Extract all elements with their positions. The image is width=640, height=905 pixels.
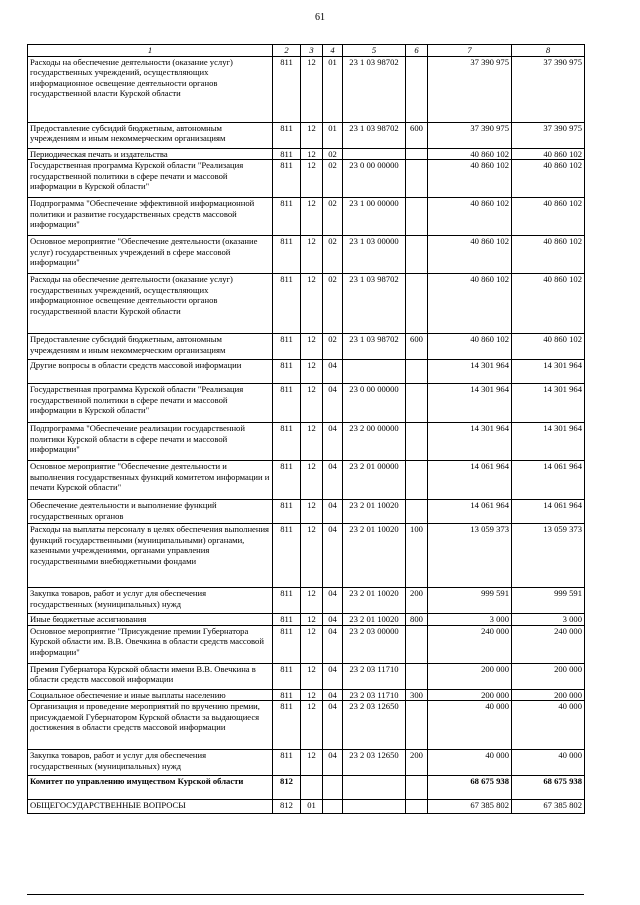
- table-row: [28, 524, 585, 588]
- row-section-code: 12: [301, 236, 323, 274]
- col-number-2: 2: [273, 45, 301, 57]
- row-expense-type: [406, 500, 428, 524]
- row-expense-type: 200: [406, 588, 428, 614]
- row-section-code: 12: [301, 423, 323, 461]
- row-amount-year1: 37 390 975: [428, 57, 512, 123]
- row-target-article: 23 2 01 10020: [343, 588, 406, 614]
- row-subsection-code: 04: [323, 360, 343, 384]
- row-amount-year2: 14 301 964: [512, 423, 585, 461]
- row-target-article: 23 1 03 98702: [343, 334, 406, 360]
- row-subsection-code: 02: [323, 236, 343, 274]
- row-expense-type: 200: [406, 750, 428, 776]
- row-ministry-code: 811: [273, 689, 301, 700]
- row-name: Предоставление субсидий бюджетным, автономным учреждениям и иным некоммерческим организациям: [28, 123, 273, 149]
- row-expense-type: [406, 701, 428, 750]
- row-amount-year1: 40 860 102: [428, 334, 512, 360]
- row-subsection-code: 04: [323, 423, 343, 461]
- row-amount-year1: 14 301 964: [428, 384, 512, 423]
- row-name: Другие вопросы в области средств массовой информации: [28, 360, 273, 384]
- row-amount-year1: 40 000: [428, 701, 512, 750]
- row-subsection-code: 02: [323, 160, 343, 198]
- row-name: Обеспечение деятельности и выполнение функций государственных органов: [28, 500, 273, 524]
- row-section-code: 12: [301, 123, 323, 149]
- row-subsection-code: 04: [323, 625, 343, 663]
- table-row: [28, 334, 585, 360]
- table-row: [28, 123, 585, 149]
- row-amount-year2: 68 675 938: [512, 776, 585, 800]
- row-target-article: 23 2 00 00000: [343, 423, 406, 461]
- row-subsection-code: 04: [323, 588, 343, 614]
- row-name: Премия Губернатора Курской области имени В.В. Овечкина в области средств массовой информации: [28, 663, 273, 689]
- row-amount-year1: 240 000: [428, 625, 512, 663]
- row-expense-type: [406, 384, 428, 423]
- row-subsection-code: 04: [323, 384, 343, 423]
- table-row: [28, 500, 585, 524]
- row-ministry-code: 811: [273, 198, 301, 236]
- row-subsection-code: 04: [323, 750, 343, 776]
- row-target-article: 23 2 01 10020: [343, 500, 406, 524]
- row-expense-type: [406, 57, 428, 123]
- row-amount-year2: 14 301 964: [512, 360, 585, 384]
- row-subsection-code: 04: [323, 614, 343, 625]
- table-row: [28, 149, 585, 160]
- row-target-article: 23 2 03 12650: [343, 701, 406, 750]
- col-number-4: 4: [323, 45, 343, 57]
- row-name: Расходы на выплаты персоналу в целях обеспечения выполнения функций государственными (муниципальными) органами, казенными учреждениями, органами управления государственными внебюджетными фондами: [28, 524, 273, 588]
- row-subsection-code: [323, 776, 343, 800]
- row-expense-type: 800: [406, 614, 428, 625]
- row-amount-year2: 37 390 975: [512, 57, 585, 123]
- row-target-article: 23 1 03 98702: [343, 123, 406, 149]
- table-row: [28, 701, 585, 750]
- row-subsection-code: 04: [323, 701, 343, 750]
- row-target-article: 23 2 03 12650: [343, 750, 406, 776]
- col-number-6: 6: [406, 45, 428, 57]
- table-row: [28, 588, 585, 614]
- table-body: [28, 57, 585, 814]
- row-expense-type: [406, 800, 428, 814]
- row-name: Основное мероприятие "Присуждение премии Губернатора Курской области им. В.В. Овечкина в области средств массовой информации": [28, 625, 273, 663]
- row-section-code: 12: [301, 689, 323, 700]
- row-name: ОБЩЕГОСУДАРСТВЕННЫЕ ВОПРОСЫ: [28, 800, 273, 814]
- column-numbers-row: [28, 45, 585, 57]
- row-subsection-code: 02: [323, 149, 343, 160]
- row-section-code: 12: [301, 614, 323, 625]
- row-ministry-code: 811: [273, 236, 301, 274]
- row-section-code: 12: [301, 384, 323, 423]
- row-amount-year1: 14 061 964: [428, 461, 512, 500]
- row-section-code: 12: [301, 524, 323, 588]
- row-amount-year2: 40 000: [512, 750, 585, 776]
- row-ministry-code: 811: [273, 57, 301, 123]
- row-expense-type: [406, 461, 428, 500]
- row-ministry-code: 811: [273, 663, 301, 689]
- table-row: [28, 750, 585, 776]
- row-amount-year2: 40 860 102: [512, 236, 585, 274]
- row-section-code: 12: [301, 198, 323, 236]
- row-name: Иные бюджетные ассигнования: [28, 614, 273, 625]
- row-target-article: 23 2 01 10020: [343, 524, 406, 588]
- row-ministry-code: 811: [273, 149, 301, 160]
- row-subsection-code: 04: [323, 461, 343, 500]
- row-amount-year2: 40 860 102: [512, 198, 585, 236]
- row-expense-type: [406, 423, 428, 461]
- bottom-rule: [27, 894, 584, 895]
- row-amount-year1: 40 860 102: [428, 149, 512, 160]
- row-ministry-code: 811: [273, 524, 301, 588]
- row-target-article: 23 2 01 00000: [343, 461, 406, 500]
- row-expense-type: 100: [406, 524, 428, 588]
- row-amount-year1: 40 860 102: [428, 236, 512, 274]
- row-amount-year2: 40 000: [512, 701, 585, 750]
- row-amount-year2: 200 000: [512, 663, 585, 689]
- row-ministry-code: 811: [273, 614, 301, 625]
- row-subsection-code: 02: [323, 334, 343, 360]
- row-amount-year1: 14 061 964: [428, 500, 512, 524]
- row-section-code: 12: [301, 274, 323, 334]
- row-target-article: 23 2 01 10020: [343, 614, 406, 625]
- row-name: Государственная программа Курской области "Реализация государственной политики в сфере печати и массовой информации в Курской области": [28, 384, 273, 423]
- page-number: 61: [315, 12, 325, 23]
- row-name: Организация и проведение мероприятий по вручению премии, присуждаемой Губернатором Курской области за выдающиеся достижения в области средств массовой информации: [28, 701, 273, 750]
- row-amount-year2: 13 059 373: [512, 524, 585, 588]
- row-expense-type: [406, 198, 428, 236]
- row-section-code: 12: [301, 663, 323, 689]
- row-amount-year1: 40 860 102: [428, 198, 512, 236]
- row-amount-year2: 14 301 964: [512, 384, 585, 423]
- row-amount-year2: 14 061 964: [512, 500, 585, 524]
- row-name: Основное мероприятие "Обеспечение деятельности (оказание услуг) государственных учреждений в сфере массовой информации": [28, 236, 273, 274]
- row-name: Подпрограмма "Обеспечение реализации государственной политики Курской области в сфере печати и массовой информации": [28, 423, 273, 461]
- row-amount-year1: 999 591: [428, 588, 512, 614]
- row-amount-year1: 3 000: [428, 614, 512, 625]
- row-target-article: [343, 776, 406, 800]
- table-row: [28, 663, 585, 689]
- row-subsection-code: 02: [323, 274, 343, 334]
- row-expense-type: [406, 776, 428, 800]
- row-subsection-code: 01: [323, 123, 343, 149]
- row-ministry-code: 811: [273, 461, 301, 500]
- row-subsection-code: 01: [323, 57, 343, 123]
- row-name: Расходы на обеспечение деятельности (оказание услуг) государственных учреждений, осуществляющих информационное освещение деятельности органов государственной власти Курской области: [28, 274, 273, 334]
- row-name: Закупка товаров, работ и услуг для обеспечения государственных (муниципальных) нужд: [28, 750, 273, 776]
- table-row: [28, 360, 585, 384]
- row-subsection-code: [323, 800, 343, 814]
- row-target-article: 23 2 03 00000: [343, 625, 406, 663]
- row-ministry-code: 811: [273, 750, 301, 776]
- row-expense-type: [406, 360, 428, 384]
- row-amount-year1: 200 000: [428, 663, 512, 689]
- row-target-article: [343, 800, 406, 814]
- row-ministry-code: 811: [273, 701, 301, 750]
- row-amount-year1: 14 301 964: [428, 360, 512, 384]
- row-target-article: 23 1 03 00000: [343, 236, 406, 274]
- row-section-code: [301, 776, 323, 800]
- row-section-code: 12: [301, 57, 323, 123]
- row-amount-year2: 999 591: [512, 588, 585, 614]
- row-section-code: 12: [301, 588, 323, 614]
- row-name: Периодическая печать и издательства: [28, 149, 273, 160]
- row-name: Социальное обеспечение и иные выплаты населению: [28, 689, 273, 700]
- row-ministry-code: 811: [273, 334, 301, 360]
- row-ministry-code: 811: [273, 360, 301, 384]
- row-section-code: 01: [301, 800, 323, 814]
- row-expense-type: 600: [406, 123, 428, 149]
- table-row: [28, 423, 585, 461]
- row-target-article: 23 2 03 11710: [343, 689, 406, 700]
- table-row: [28, 625, 585, 663]
- row-expense-type: 300: [406, 689, 428, 700]
- table-row: [28, 274, 585, 334]
- row-expense-type: [406, 236, 428, 274]
- row-amount-year1: 67 385 802: [428, 800, 512, 814]
- row-target-article: [343, 149, 406, 160]
- col-number-3: 3: [301, 45, 323, 57]
- row-amount-year1: 14 301 964: [428, 423, 512, 461]
- row-subsection-code: 04: [323, 500, 343, 524]
- row-amount-year2: 240 000: [512, 625, 585, 663]
- col-number-1: 1: [28, 45, 273, 57]
- table-row: [28, 236, 585, 274]
- row-expense-type: [406, 149, 428, 160]
- row-amount-year1: 40 860 102: [428, 274, 512, 334]
- row-target-article: 23 1 00 00000: [343, 198, 406, 236]
- row-subsection-code: 04: [323, 524, 343, 588]
- row-expense-type: [406, 160, 428, 198]
- row-name: Основное мероприятие "Обеспечение деятельности и выполнения государственных функций комитетом информации и печати Курской области": [28, 461, 273, 500]
- row-amount-year1: 68 675 938: [428, 776, 512, 800]
- row-amount-year2: 40 860 102: [512, 149, 585, 160]
- row-ministry-code: 811: [273, 274, 301, 334]
- row-ministry-code: 811: [273, 500, 301, 524]
- table-row: [28, 461, 585, 500]
- row-target-article: [343, 360, 406, 384]
- row-amount-year2: 37 390 975: [512, 123, 585, 149]
- row-amount-year2: 3 000: [512, 614, 585, 625]
- row-amount-year2: 40 860 102: [512, 334, 585, 360]
- row-name: Комитет по управлению имуществом Курской области: [28, 776, 273, 800]
- row-amount-year2: 14 061 964: [512, 461, 585, 500]
- row-amount-year1: 40 000: [428, 750, 512, 776]
- col-number-5: 5: [343, 45, 406, 57]
- row-target-article: 23 1 03 98702: [343, 274, 406, 334]
- table-row: [28, 57, 585, 123]
- row-section-code: 12: [301, 334, 323, 360]
- row-name: Подпрограмма "Обеспечение эффективной информационной политики и развитие государственных средств массовой информации": [28, 198, 273, 236]
- row-expense-type: [406, 625, 428, 663]
- row-ministry-code: 812: [273, 800, 301, 814]
- row-subsection-code: 04: [323, 663, 343, 689]
- row-section-code: 12: [301, 750, 323, 776]
- col-number-8: 8: [512, 45, 585, 57]
- row-amount-year1: 13 059 373: [428, 524, 512, 588]
- row-expense-type: 600: [406, 334, 428, 360]
- row-ministry-code: 811: [273, 588, 301, 614]
- row-ministry-code: 811: [273, 423, 301, 461]
- row-name: Государственная программа Курской области "Реализация государственной политики в сфере печати и массовой информации в Курской области": [28, 160, 273, 198]
- row-name: Расходы на обеспечение деятельности (оказание услуг) государственных учреждений, осуществляющих информационное освещение деятельности органов государственной власти Курской области: [28, 57, 273, 123]
- row-amount-year2: 40 860 102: [512, 274, 585, 334]
- row-section-code: 12: [301, 461, 323, 500]
- row-target-article: 23 2 03 11710: [343, 663, 406, 689]
- row-subsection-code: 04: [323, 689, 343, 700]
- row-amount-year2: 67 385 802: [512, 800, 585, 814]
- table-row: [28, 800, 585, 814]
- row-target-article: 23 1 03 98702: [343, 57, 406, 123]
- row-amount-year1: 37 390 975: [428, 123, 512, 149]
- row-name: Закупка товаров, работ и услуг для обеспечения государственных (муниципальных) нужд: [28, 588, 273, 614]
- table-row: [28, 160, 585, 198]
- row-amount-year1: 200 000: [428, 689, 512, 700]
- row-section-code: 12: [301, 500, 323, 524]
- row-target-article: 23 0 00 00000: [343, 384, 406, 423]
- table-row: [28, 689, 585, 700]
- row-ministry-code: 811: [273, 625, 301, 663]
- row-section-code: 12: [301, 701, 323, 750]
- row-ministry-code: 811: [273, 384, 301, 423]
- row-section-code: 12: [301, 360, 323, 384]
- row-amount-year2: 200 000: [512, 689, 585, 700]
- row-expense-type: [406, 274, 428, 334]
- row-section-code: 12: [301, 160, 323, 198]
- row-target-article: 23 0 00 00000: [343, 160, 406, 198]
- table-row: [28, 198, 585, 236]
- row-amount-year2: 40 860 102: [512, 160, 585, 198]
- budget-table: [27, 44, 585, 814]
- row-expense-type: [406, 663, 428, 689]
- row-section-code: 12: [301, 149, 323, 160]
- row-section-code: 12: [301, 625, 323, 663]
- table-row: [28, 776, 585, 800]
- table-row: [28, 614, 585, 625]
- row-ministry-code: 811: [273, 123, 301, 149]
- row-name: Предоставление субсидий бюджетным, автономным учреждениям и иным некоммерческим организациям: [28, 334, 273, 360]
- row-ministry-code: 812: [273, 776, 301, 800]
- row-amount-year1: 40 860 102: [428, 160, 512, 198]
- table-row: [28, 384, 585, 423]
- col-number-7: 7: [428, 45, 512, 57]
- row-subsection-code: 02: [323, 198, 343, 236]
- row-ministry-code: 811: [273, 160, 301, 198]
